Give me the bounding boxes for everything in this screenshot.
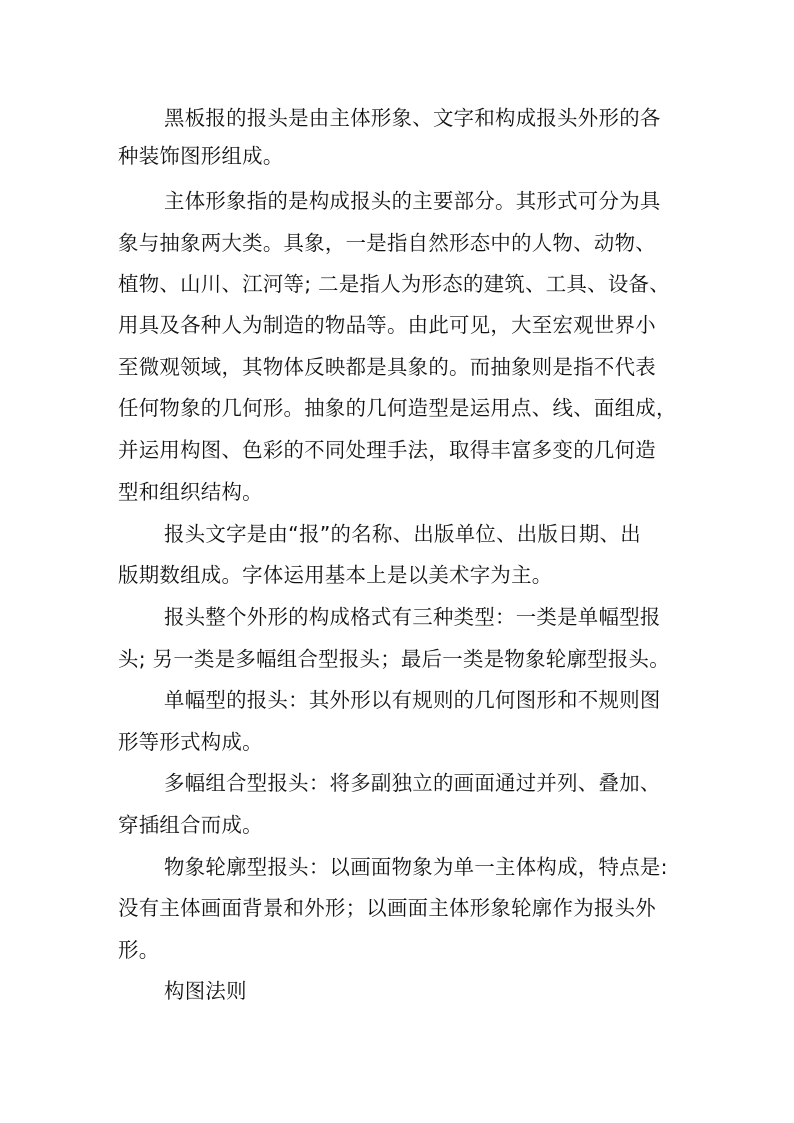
text-line: 至微观领域，其物体反映都是具象的。而抽象则是指不代表	[118, 355, 656, 379]
text-line: 种装饰图形组成。	[118, 144, 284, 168]
text-line: 单幅型的报头：其外形以有规则的几何图形和不规则图	[164, 688, 661, 712]
text-line: 任何物象的几何形。抽象的几何造型是运用点、线、面组成，	[118, 396, 677, 420]
text-line: 穿插组合而成。	[118, 813, 263, 837]
text-line: 头; 另一类是多幅组合型报头；最后一类是物象轮廓型报头。	[118, 647, 670, 671]
text-line: 植物、山川、江河等; 二是指人为形态的建筑、工具、设备、	[118, 272, 670, 296]
text-line: 多幅组合型报头：将多副独立的画面通过并列、叠加、	[164, 771, 661, 795]
text-line: 黑板报的报头是由主体形象、文字和构成报头外形的各	[164, 106, 661, 130]
text-line: 报头文字是由“报”的名称、出版单位、出版日期、出	[164, 522, 641, 546]
text-line: 并运用构图、色彩的不同处理手法，取得丰富多变的几何造	[118, 438, 656, 462]
text-line: 形。	[118, 938, 160, 962]
text-line: 主体形象指的是构成报头的主要部分。其形式可分为具	[164, 189, 661, 213]
text-line: 型和组织结构。	[118, 480, 263, 504]
text-line: 报头整个外形的构成格式有三种类型：一类是单幅型报	[164, 605, 661, 629]
text-line: 版期数组成。字体运用基本上是以美术字为主。	[118, 563, 553, 587]
text-line: 象与抽象两大类。具象，一是指自然形态中的人物、动物、	[118, 231, 656, 255]
heading-text: 构图法则	[164, 979, 247, 1003]
text-line: 用具及各种人为制造的物品等。由此可见，大至宏观世界小	[118, 313, 656, 337]
text-line: 形等形式构成。	[118, 730, 263, 754]
text-line: 没有主体画面背景和外形；以画面主体形象轮廓作为报头外	[118, 896, 656, 920]
text-line: 物象轮廓型报头：以画面物象为单一主体构成，特点是:	[164, 855, 668, 879]
